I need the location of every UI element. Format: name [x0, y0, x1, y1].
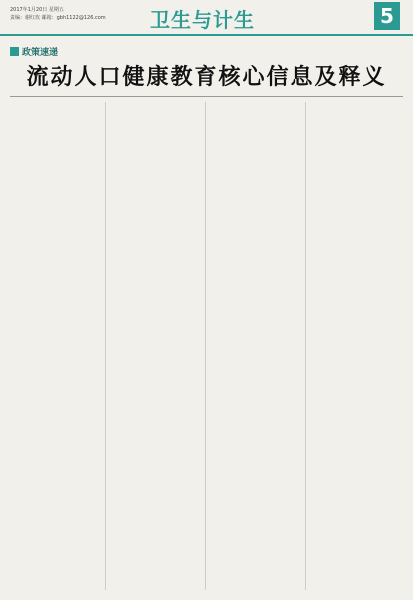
column-divider — [305, 102, 306, 590]
column-divider — [105, 102, 106, 590]
article-column-3 — [210, 102, 301, 590]
section-label-text: 政策速递 — [22, 48, 59, 58]
headline-rule — [10, 96, 403, 97]
masthead — [0, 0, 413, 36]
section-label — [10, 40, 210, 58]
headline: 流动人口健康教育核心信息及释义 — [26, 64, 387, 90]
square-marker-icon — [10, 47, 19, 56]
section-title: 卫生与计生 — [150, 8, 255, 32]
editor-line: 责编：谢红玫 邮箱：gbh1122@126.com — [10, 15, 106, 21]
article-column-4 — [310, 102, 401, 590]
column-divider — [205, 102, 206, 590]
masthead-info — [10, 6, 160, 22]
article-column-1 — [10, 102, 101, 590]
page-number: 5 — [374, 2, 400, 30]
article-column-2 — [110, 102, 201, 590]
date-line: 2017年1月20日 星期五 — [10, 7, 64, 13]
article-body — [10, 102, 403, 590]
